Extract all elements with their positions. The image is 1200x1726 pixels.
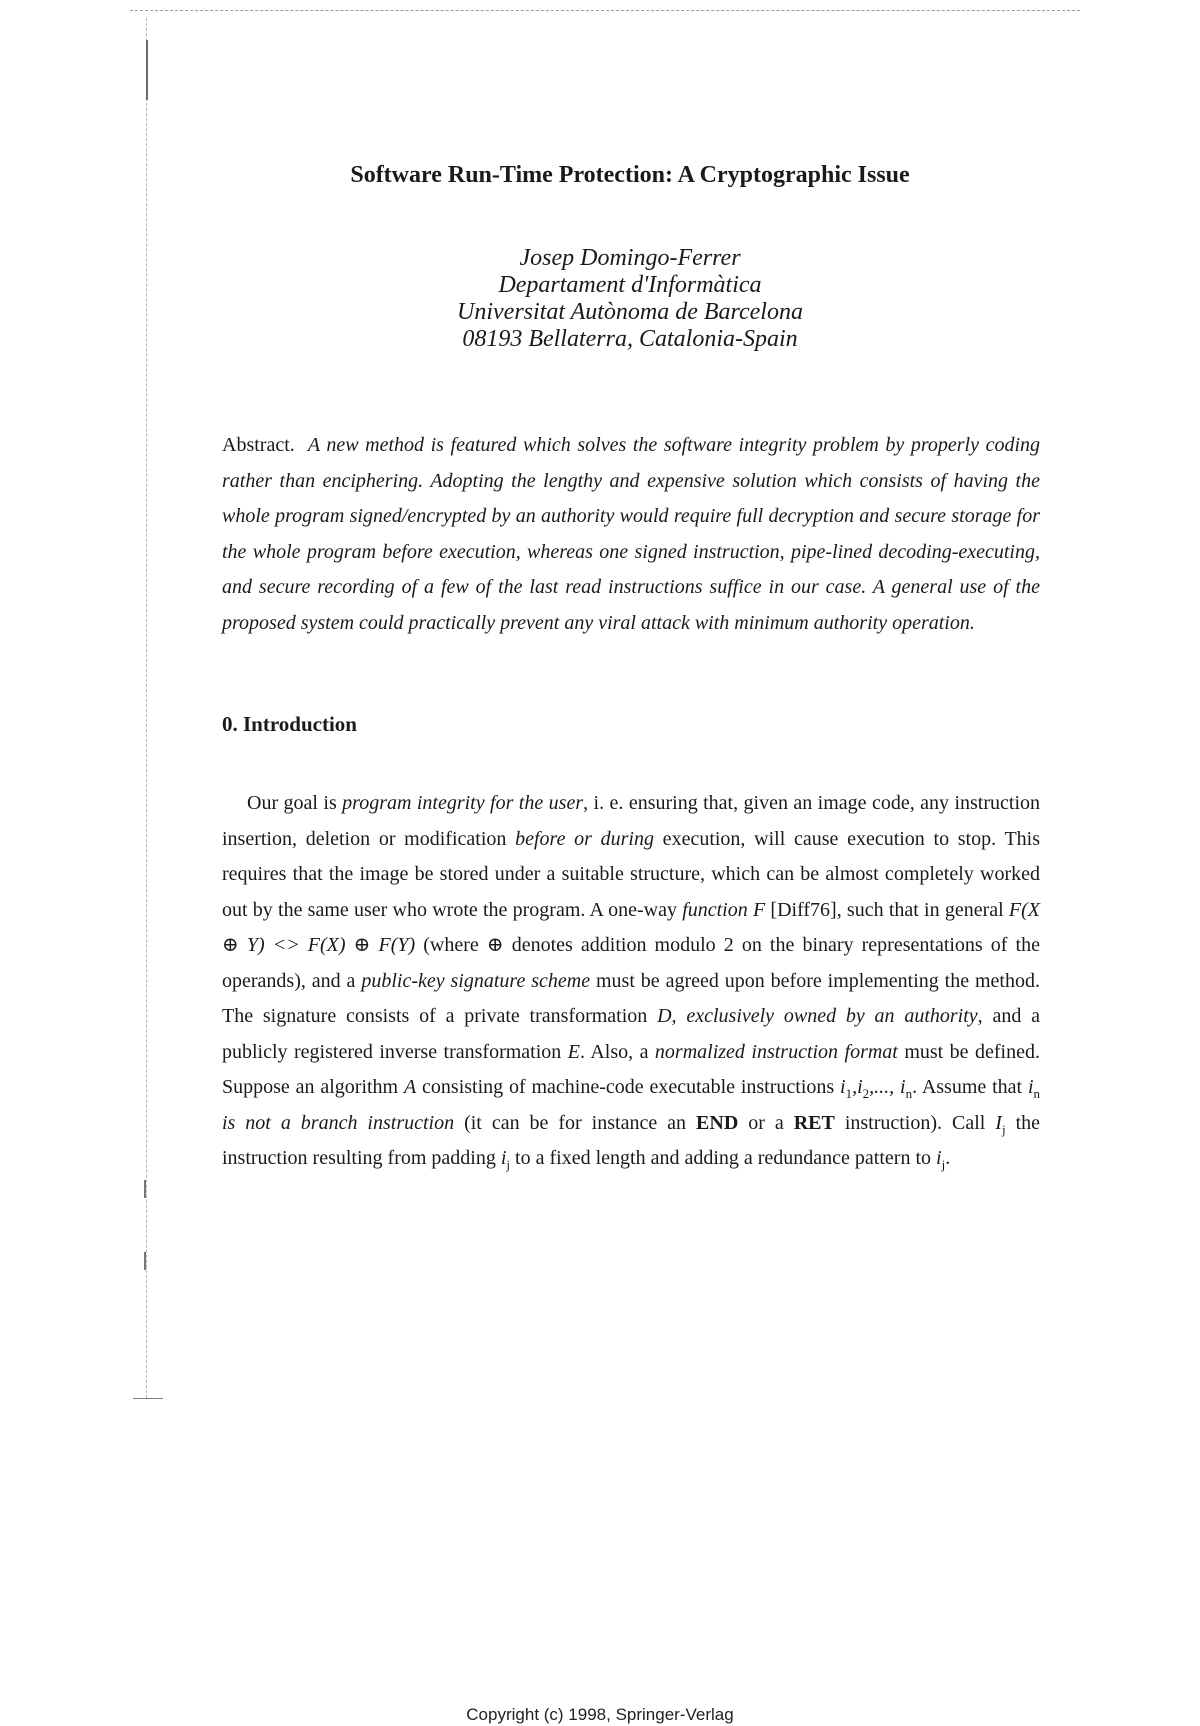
intro-subscript: n: [1033, 1086, 1041, 1101]
abstract: [222, 428, 1040, 641]
intro-symbol: i: [500, 1147, 507, 1169]
intro-subscript: j: [506, 1157, 511, 1172]
intro-text: [Diff76], such that in general: [765, 898, 1009, 921]
intro-text: execution, will cause execution to stop. This requires that the image be stored under a suitable structure, which can be almost completely worked out by the same user who wrote the program. A one-way: [222, 827, 1041, 921]
intro-keyword: RET: [793, 1111, 835, 1134]
abstract-label: Abstract.: [222, 434, 295, 456]
intro-emphasis: exclusively owned by an authority: [686, 1005, 978, 1027]
intro-emphasis: normalized instruction format: [654, 1040, 898, 1063]
intro-text: . Also, a: [579, 1040, 655, 1063]
intro-symbol: D: [657, 1005, 672, 1027]
author-university: Universitat Autònoma de Barcelona: [457, 299, 803, 325]
intro-text: to a fixed length and adding a redundance pattern to: [510, 1147, 937, 1169]
intro-symbol: ,...,: [869, 1076, 901, 1098]
scan-corner-mark: [133, 1398, 163, 1399]
intro-symbol: i: [1027, 1076, 1034, 1098]
intro-text: (where ⊕ denotes addition modulo 2 on the binary representations of the operands), and a: [222, 934, 1040, 992]
intro-text: must be agreed upon before implementing the method. The signature consists of a private transformation: [222, 969, 1040, 1027]
intro-symbol: i: [900, 1076, 906, 1098]
intro-symbol: i: [840, 1076, 846, 1098]
abstract-text: A new method is featured which solves the software integrity problem by properly coding rather than enciphering. Adopting the lengthy and expensive solution which consists of having the whole program signed/encrypted by an authority would require full decryption and secure storage for the whole program before execution, whereas one signed instruction, pipe-lined decoding-executing, and secure recording of a few of the last read instructions suffice in our case. A general use of the proposed system could practically prevent any viral attack with minimum authority operation.: [222, 434, 1040, 634]
intro-text: , and a publicly registered inverse transformation: [222, 1005, 1040, 1063]
scan-tick: [144, 1180, 146, 1198]
intro-subscript: n: [905, 1086, 913, 1101]
intro-formula: F(X ⊕ Y) <> F(X) ⊕ F(Y): [222, 898, 1040, 956]
paper-title: Software Run-Time Protection: A Cryptographic Issue: [350, 162, 910, 188]
intro-subscript: j: [1001, 1121, 1006, 1137]
intro-symbol: ,: [852, 1076, 858, 1098]
intro-text: must be defined. Suppose an algorithm: [222, 1040, 1040, 1098]
intro-text: or a: [738, 1111, 794, 1134]
intro-text: ,: [671, 1005, 687, 1027]
intro-text: , i. e. ensuring that, given an image code, any instruction insertion, deletion or modification: [222, 792, 1041, 850]
intro-subscript: 2: [862, 1086, 870, 1101]
scan-edge-top: [130, 10, 1080, 11]
intro-text: consisting of machine-code executable instructions: [416, 1076, 841, 1098]
intro-emphasis: function F: [682, 898, 766, 921]
author-block: [300, 245, 960, 353]
author-department: Departament d'Informàtica: [498, 272, 762, 298]
intro-emphasis: is not a branch instruction: [222, 1111, 455, 1134]
copyright-footer: Copyright (c) 1998, Springer-Verlag: [466, 1705, 734, 1724]
intro-text: Our goal is: [247, 792, 343, 814]
intro-symbol: i: [936, 1147, 942, 1169]
intro-symbol: E: [567, 1040, 580, 1063]
intro-emphasis: public-key signature scheme: [361, 969, 591, 992]
intro-subscript: 1: [845, 1086, 853, 1101]
author-name: Josep Domingo-Ferrer: [519, 245, 741, 271]
intro-subscript: j: [941, 1157, 946, 1172]
intro-text: (it can be for instance an: [454, 1111, 697, 1134]
intro-text: . Assume that: [912, 1076, 1028, 1098]
intro-text: .: [945, 1147, 951, 1169]
introduction-paragraph: [222, 786, 1040, 1177]
intro-text: the instruction resulting from padding: [222, 1111, 1040, 1169]
section-heading-introduction: 0. Introduction: [222, 712, 357, 736]
intro-symbol: I: [995, 1111, 1002, 1134]
intro-emphasis: program integrity for the user: [342, 792, 584, 814]
intro-symbol: A: [403, 1076, 417, 1098]
scan-tick: [144, 1252, 146, 1270]
scan-edge-left-mark: [146, 40, 148, 100]
intro-emphasis: before or during: [515, 827, 654, 850]
intro-text: instruction). Call: [834, 1111, 996, 1134]
scan-edge-left: [146, 18, 147, 1398]
author-address: 08193 Bellaterra, Catalonia-Spain: [462, 326, 798, 352]
intro-symbol: i: [857, 1076, 863, 1098]
intro-keyword: END: [696, 1111, 739, 1134]
